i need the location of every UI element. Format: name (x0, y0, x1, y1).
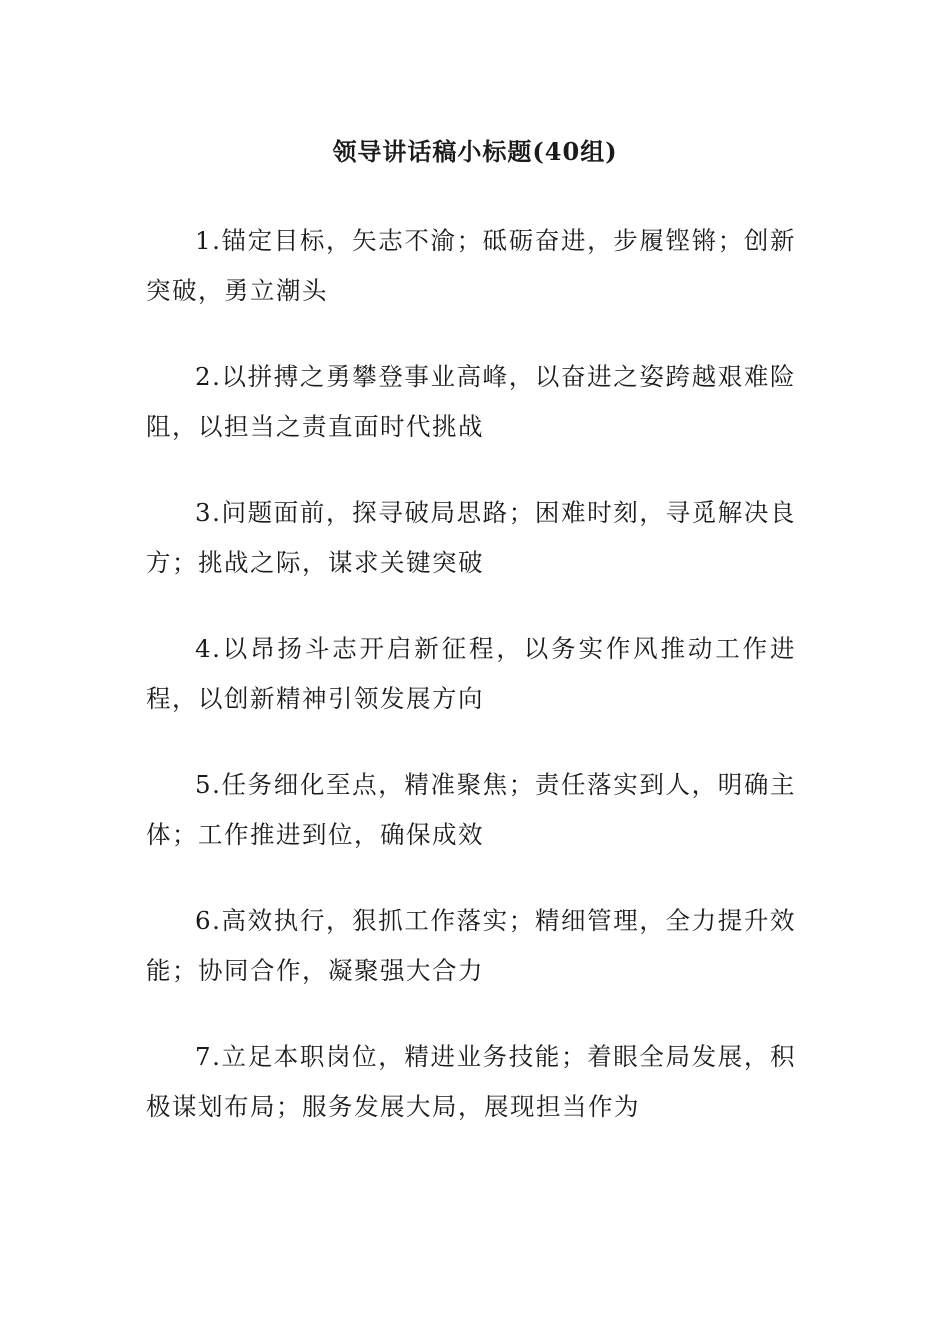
document-title: 领导讲话稿小标题(40组) (332, 137, 618, 166)
list-item: 5.任务细化至点，精准聚焦；责任落实到人，明确主体；工作推进到位，确保成效 (146, 770, 796, 849)
list-item: 3.问题面前，探寻破局思路；困难时刻，寻觅解决良方；挑战之际，谋求关键突破 (146, 498, 796, 577)
heading-list (146, 216, 796, 1168)
list-item: 7.立足本职岗位，精进业务技能；着眼全局发展，积极谋划布局；服务发展大局，展现担当作为 (146, 1042, 796, 1121)
list-item: 6.高效执行，狠抓工作落实；精细管理，全力提升效能；协同合作，凝聚强大合力 (146, 906, 796, 985)
list-item: 1.锚定目标，矢志不渝；砥砺奋进，步履铿锵；创新突破，勇立潮头 (146, 226, 796, 305)
list-item: 2.以拼搏之勇攀登事业高峰，以奋进之姿跨越艰难险阻，以担当之责直面时代挑战 (146, 362, 796, 441)
list-item: 4.以昂扬斗志开启新征程，以务实作风推动工作进程，以创新精神引领发展方向 (146, 634, 796, 713)
